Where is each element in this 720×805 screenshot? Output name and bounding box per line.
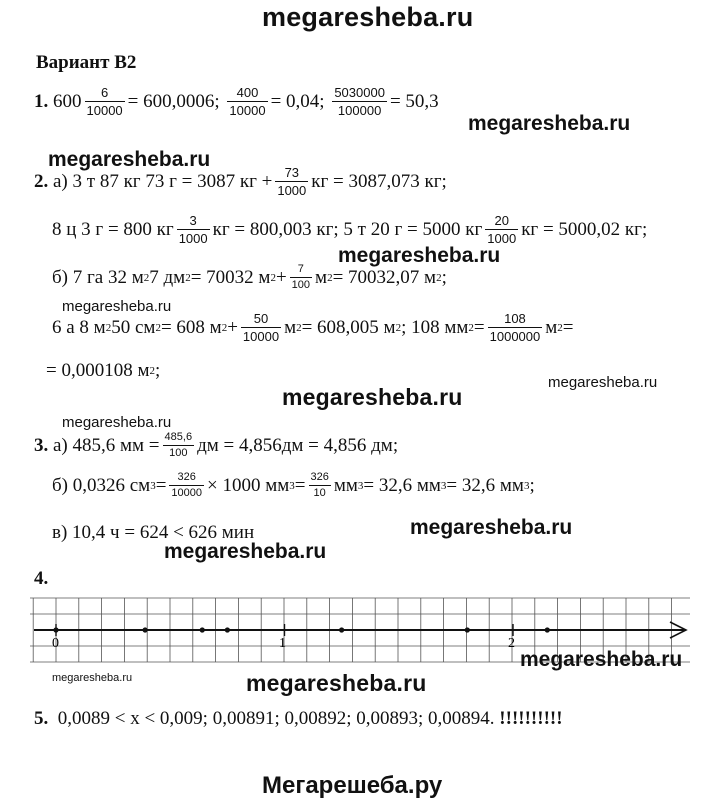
task2-text: м (545, 316, 558, 338)
task3-number: 3. (34, 434, 49, 456)
task3-line-2: б) 0,0326 см 3 = $\frac{326}{10000}$ × 1000 мм 3 = $\frac{326}{10}$ мм 3 = 32,6 мм 3 = 32,6 мм 3 ; (52, 471, 535, 499)
task3-fraction: $\frac{326}{10000}$ (171, 471, 203, 499)
task5-exclamations: !!!!!!!!!! (499, 708, 563, 729)
axis-label-2: 2 (508, 636, 515, 651)
task1-fraction-a: $\frac{6}{10000}$ (86, 85, 123, 118)
task2-fraction: $\frac{108}{1000000}$ (489, 311, 541, 344)
task3-text: б) 0,0326 см (52, 474, 151, 496)
task2-text: 6 а 8 м (52, 316, 106, 338)
watermark: megaresheba.ru (468, 112, 631, 135)
task2-line-5: = 0,000108 м 2 ; (46, 360, 161, 381)
watermark: megaresheba.ru (62, 298, 172, 315)
watermark: megaresheba.ru (246, 670, 427, 696)
task3-fraction: $\frac{326}{10}$ (310, 471, 329, 499)
task2-text: + (275, 266, 287, 288)
task2-text: кг = 800,003 кг; 5 т 20 г = 5000 кг (212, 218, 483, 240)
variant-title: Вариант В2 (36, 52, 137, 73)
task3-text: = (294, 474, 306, 496)
task2-fraction: $\frac{73}{1000}$ (277, 165, 307, 198)
task2-text: кг = 5000,02 кг; (521, 218, 648, 240)
axis-label-1: 1 (279, 636, 286, 651)
axis-point (143, 627, 148, 632)
task2-text: = 70032,07 м (332, 266, 437, 288)
task2-fraction: $\frac{50}{10000}$ (242, 311, 280, 344)
task1-whole: 600 (53, 90, 82, 112)
task4-number: 4. (34, 568, 49, 589)
task2-text: = 70032 м (190, 266, 271, 288)
watermark: megaresheba.ru (164, 540, 327, 563)
task2-line-4: 6 а 8 м 2 50 см 2 = 608 м 2 + $\frac{50}{10000}$ м 2 = 608,005 м 2 ; 108 мм 2 = $\frac{108}{1000000}$ м 2 = (52, 311, 574, 344)
task3-text: а) 485,6 мм = (53, 434, 160, 456)
task2-text: а) 3 т 87 кг 73 г = 3087 кг + (53, 170, 273, 192)
task1-number: 1. (34, 90, 49, 112)
watermark: megaresheba.ru (48, 148, 211, 171)
watermark: megaresheba.ru (520, 648, 683, 671)
task2-text: б) 7 га 32 м (52, 266, 144, 288)
task2-number: 2. (34, 170, 49, 192)
task1-fraction-c: $\frac{5030000}{100000}$ (334, 85, 385, 118)
task1-result-a: = 600,0006; (127, 90, 220, 112)
task2-fraction: $\frac{7}{100}$ (291, 263, 311, 291)
axis-point (225, 627, 230, 632)
task3-text: = (155, 474, 167, 496)
task2-text: ; (155, 360, 161, 381)
watermark: megaresheba.ru (338, 244, 501, 267)
task2-text: 8 ц 3 г = 800 кг (52, 218, 174, 240)
task2-text: ; (441, 266, 447, 288)
watermark: megaresheba.ru (548, 374, 658, 391)
task1-result-b: = 0,04; (270, 90, 325, 112)
task2-text: кг = 3087,073 кг; (311, 170, 447, 192)
task2-text: ; 108 мм (401, 316, 469, 338)
task3-text: = 32,6 мм (446, 474, 524, 496)
task1-line (34, 86, 439, 117)
task3-text: дм = 4,856дм = 4,856 дм; (197, 434, 399, 456)
task5-line (34, 708, 563, 730)
task1-result-c: = 50,3 (389, 90, 439, 112)
task2-line-3: б) 7 га 32 м 2 7 дм 2 = 70032 м 2 + $\frac{7}{100}$ м 2 = 70032,07 м 2 ; (52, 263, 447, 291)
header-watermark: megaresheba.ru (262, 2, 474, 32)
task3-text: ; (529, 474, 535, 496)
task3-line-1 (34, 432, 398, 459)
task3-text: × 1000 мм (207, 474, 290, 496)
task5-text: 0,0089 < x < 0,009; 0,00891; 0,00892; 0,00893; 0,00894. (57, 708, 495, 729)
task2-text: = 608,005 м (301, 316, 396, 338)
task2-text: + (227, 316, 238, 338)
task1-fraction-b: $\frac{400}{10000}$ (229, 85, 266, 118)
axis-point (200, 627, 205, 632)
task2-text: = 608 м (160, 316, 222, 338)
task3-line-3: в) 10,4 ч = 624 < 626 мин (52, 522, 255, 543)
task2-text: = (562, 316, 574, 338)
axis-point (465, 627, 470, 632)
task2-text: м (315, 266, 328, 288)
axis-label-0: 0 (52, 636, 59, 651)
task3-text: = 32,6 мм (363, 474, 441, 496)
task2-text: 7 дм (149, 266, 186, 288)
task2-text: = (473, 316, 485, 338)
watermark: megaresheba.ru (282, 384, 463, 410)
watermark: megaresheba.ru (62, 414, 172, 431)
watermark: megaresheba.ru (52, 672, 133, 684)
task2-text: = 0,000108 м (46, 360, 150, 381)
footer-watermark: Мегарешеба.ру (262, 772, 443, 799)
axis-point (545, 627, 550, 632)
task2-text: 50 см (111, 316, 156, 338)
task5-number: 5. (34, 708, 49, 729)
watermark: megaresheba.ru (410, 516, 573, 539)
task3-fraction: $\frac{485,6}{100}$ (164, 431, 193, 459)
task3-text: мм (333, 474, 358, 496)
task2-line-2 (52, 214, 647, 245)
task2-line-1 (34, 166, 447, 197)
task2-fraction: $\frac{3}{1000}$ (178, 213, 208, 246)
axis-point (339, 627, 344, 632)
task2-fraction: $\frac{20}{1000}$ (487, 213, 517, 246)
task2-text: м (284, 316, 297, 338)
